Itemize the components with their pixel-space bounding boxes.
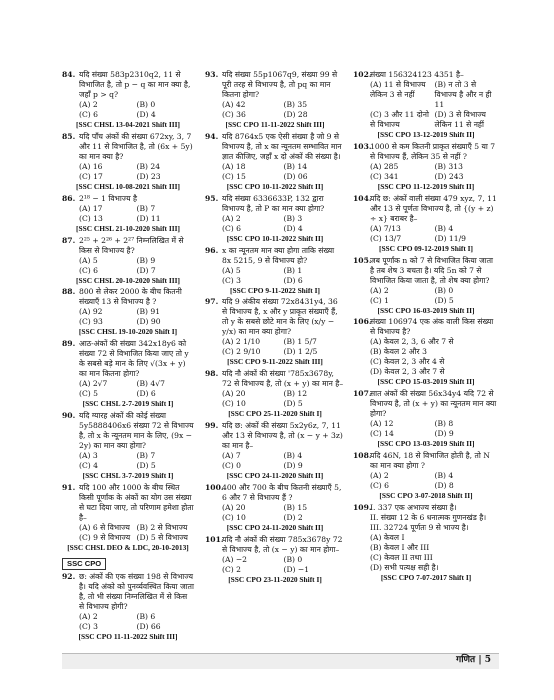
question-text: यदि छ: अंकों की संख्या 5x2y6z, 7, 11 और 13 से विभाज्य है, तो (x − y + 3z) का मान है– [222,421,343,451]
answer-option: (B) 14 [283,161,308,171]
exam-source: [SSC CPO 23-11-2020 Shift I] [228,574,322,584]
question-item [353,451,499,501]
answer-option: (B) न तो 3 से विभाज्य है और न ही 11 [434,80,492,110]
answer-option: (C) 36 [222,110,246,120]
answer-option: (D) सभी पत्यक्ष सही है। [370,563,439,572]
question-header [62,572,194,612]
answer-option: (B) 0 [136,100,156,110]
question-text: यदि संख्या 6336633P, 132 द्वारा विभाज्य है, तो P का मान क्या होगा? [222,193,325,213]
question-header [62,483,194,523]
question-text: x का न्यूनतम मान क्या होगा ताकि संख्या 8x 5215, 9 से विभाज्य हो? [222,245,335,265]
answer-option: (A) 42 [222,100,246,110]
question-number: 90. [62,411,76,421]
answer-option: (A) −2 [222,554,248,564]
question-header [62,287,194,307]
question-header [62,194,194,204]
answer-option: (C) 1 [370,295,389,305]
question-header [353,256,499,286]
question-text: यदि 9 अंकीय संख्या 72x8431y4, 36 से विभाज्य है, x और y प्राकृत संख्याएँ हैं, तो y के सबसे छोटे मान के लिए (x/y − y/x) का मान क्या होगा? [222,297,338,337]
question-number: 97. [205,297,219,307]
answer-option: (D) 66 [136,621,161,631]
answer-option: (A) 2 [79,100,98,110]
exam-source: [SSC CHSL 20-10-2020 Shift III] [76,275,180,285]
exam-source: [SSC CPO 10-11-2022 Shift II] [226,233,324,243]
answer-option: (D) 5 से विभाज्य [136,532,188,542]
answer-option: (C) 17 [79,171,103,181]
exam-source: [SSC CPO 3-07-2018 Shift II] [379,491,473,501]
question-item [62,132,194,192]
question-number: 86. [62,193,76,203]
exam-source: [SSC CPO 09-12-2019 Shift I] [378,243,474,253]
answer-options [205,503,345,523]
exam-source: [SSC CPO 11-11-2022 Shift III] [225,120,325,130]
answer-option: (B) 12 [283,389,308,399]
answer-option: (A) 6 से विभाज्य [79,522,130,532]
question-text: संख्या 156324123 4351 है– [370,70,464,79]
question-header [353,194,499,224]
answer-option: (B) 0 [434,285,454,295]
answer-option: (D) 90 [136,317,161,327]
question-number: 99. [205,421,219,431]
question-text: 400 और 700 के बीच कितनी संख्याएँ 5, 6 और 7 से विभाज्य हैं ? [222,482,342,502]
answer-option: (B) केवल I और III [370,542,430,552]
answer-options [62,612,194,632]
answer-option: (D) 8 [434,481,454,491]
answer-options [62,162,194,182]
question-text: आठ-अंकों की संख्या 342x18y6 को संख्या 72 से विभाजित किया जाए तो y के सबसे बड़े मान के लिए √(3x + y) का मान कितना होगा? [79,339,189,379]
answer-option: (A) 5 [79,255,98,265]
exam-source: [SSC CPO 9-11-2022 Shift I] [230,285,320,295]
answer-option: (D) 5 [434,295,454,305]
question-text: 800 से लेकर 2000 के बीच कितनी संख्याएँ 13 से विभाज्य है ? [79,287,182,307]
answer-option: (B) 1 5/7 [283,337,317,347]
answer-option: (A) 2√7 [79,379,108,389]
answer-option: (D) 06 [283,171,308,181]
question-header [205,70,345,100]
answer-option: (B) 91 [136,307,161,317]
exam-source: [SSC CPO 24-11-2020 Shift II] [226,471,324,481]
question-header [62,411,194,451]
answer-option: (B) 4√7 [136,379,165,389]
answer-option: (C) 3 [79,621,98,631]
question-item [353,70,499,140]
exam-source: [SSC CPO 25-11-2020 Shift I] [228,409,322,419]
answer-option: (B) 6 [136,611,156,621]
answer-option: (D) 4 [283,223,303,233]
question-text: यदि संख्या 55p1067q9, संख्या 99 से पूरी तरह से विभाज्य है, तो pq का मान कितना होगा? [222,70,338,100]
question-item [205,421,345,481]
question-item [205,70,345,130]
answer-option: (D) 4 [136,110,156,120]
question-item [62,339,194,409]
question-number: 103. [353,141,372,151]
answer-options [62,100,194,120]
question-text: यदि नौ अंकों की संख्या 785x3678y 72 से विभाज्य है, तो (x − y) का मान होगा– [222,534,343,554]
answer-option: (B) 4 [283,451,303,461]
question-header [62,339,194,379]
answer-option: (B) 35 [283,100,308,110]
question-number: 96. [205,245,219,255]
exam-source: [SSC CHSL 2-7-2019 Shift I] [82,399,174,409]
answer-option: (C) 6 [79,110,98,120]
answer-option: (C) 3 [222,275,241,285]
question-header [353,70,499,80]
answer-option: (D) 1 2/5 [283,347,318,357]
question-item [205,132,345,192]
answer-option: (C) 13/7 [370,233,402,243]
answer-option: (C) 6 [370,481,389,491]
question-number: 89. [62,339,76,349]
answer-option: (C) 14 [370,429,394,439]
answer-option: (C) 9 से विभाज्य [79,532,131,542]
question-item [62,287,194,337]
question-header [205,194,345,214]
question-number: 104. [353,193,372,203]
question-text: यदि 46N, 18 से विभाजित होती है, तो N का मान क्या होगा ? [370,451,490,471]
question-number: 105. [353,255,372,265]
answer-option: (B) 4 [434,223,454,233]
question-item [205,246,345,296]
answer-option: (D) 11 [136,213,161,223]
answer-option: (C) केवल II तथा III [370,552,433,562]
question-number: 95. [205,193,219,203]
answer-options [62,256,194,276]
answer-options [205,214,345,234]
question-header [205,132,345,162]
question-header [353,142,499,162]
question-header [353,451,499,471]
answer-options [62,204,194,224]
answer-option: (C) 15 [222,171,246,181]
answer-option: (A) 2 [370,285,389,295]
question-item [62,236,194,286]
question-number: 91. [62,482,76,492]
exam-source: [SSC CPO 24-11-2020 Shift II] [226,522,324,532]
question-item [353,142,499,192]
question-number: 84. [62,70,76,79]
answer-option: (C) 10 [222,512,246,522]
answer-options [353,224,499,244]
answer-option: (A) 2 [370,471,389,481]
answer-option: (A) 2 1/10 [222,337,261,347]
answer-options [62,307,194,327]
answer-option: (C) 5 [79,389,98,399]
question-item [353,194,499,254]
answer-option: (B) 3 [283,213,303,223]
answer-option: (D) 6 [136,389,156,399]
answer-options [205,389,345,409]
answer-option: (B) 4 [434,471,454,481]
question-text: यदि नौ अंकों की संख्या '785x3678y, 72 से विभाज्य है, तो (x + y) का मान है– [222,369,344,389]
answer-options [353,80,499,130]
answer-option: (B) 7 [136,451,156,461]
answer-option: (C) 93 [79,317,103,327]
question-header [205,297,345,337]
answer-options [353,419,499,439]
answer-options [62,451,194,471]
exam-source: [SSC CPO 11-11-2022 Shift III] [78,631,178,641]
question-item [353,389,499,449]
question-header [353,317,499,337]
column-2 [205,70,345,587]
answer-option: (B) 7 [136,203,156,213]
answer-options [62,379,194,399]
answer-option: (B) 24 [136,161,161,171]
question-header [205,421,345,451]
question-number: 92. [62,571,76,581]
column-1 [62,70,194,644]
section-heading: SSC CPO [62,558,106,570]
exam-source: [SSC CHSL 3-7-2019 Shift I] [82,471,174,481]
answer-option: (D) 243 [434,171,464,181]
answer-option: (B) 0 [283,554,303,564]
question-text: 2¹⁸ − 1 विभाज्य है [79,193,138,203]
question-item [62,483,194,553]
question-header [62,236,194,256]
answer-options [353,162,499,182]
question-number: 87. [62,235,76,245]
answer-option: (C) 3 और 11 दोनो से विभाज्य [370,110,429,130]
answer-options [205,162,345,182]
answer-option: (C) 341 [370,171,399,181]
question-text: यदि पाँच अंकों की संख्या 672xy, 3, 7 और 11 से विभाजित है, तो (6x + 5y) का मान क्या है? [79,131,193,161]
answer-option: (D) 11/9 [434,233,466,243]
question-text: संख्या 106974 एक अंक वाली किस संख्या से विभाज्य है? [370,317,494,337]
answer-option: (A) 17 [79,203,103,213]
question-item [205,297,345,367]
question-header [205,246,345,266]
answer-option: (A) 3 [79,451,98,461]
question-item [62,70,194,130]
answer-option: (B) 8 [434,419,454,429]
question-text: I. 337 एक अभाज्य संख्या है। [370,502,457,512]
answer-option: (D) 7 [136,265,156,275]
answer-option: (B) 9 [136,255,156,265]
answer-option: (D) केवल 2, 3 और 7 से [370,367,445,377]
question-text: यदि 8764x5 एक ऐसी संख्या है जो 9 से विभाज्य है, तो x का न्यूनतम सम्भावित मान ज्ञात कीजिए, जहाँ x दो अंकों की संख्या है। [222,131,342,161]
answer-option: (A) 11 से विभाज्य लेकिन 3 से नहीं [370,80,426,100]
question-item [205,369,345,419]
exam-source: [SSC CPO 11-12-2019 Shift II] [377,181,475,191]
answer-option: (D) 3 से विभाज्य लेकिन 11 से नहीं [434,110,486,130]
answer-option: (D) 28 [283,110,308,120]
page-footer [62,653,499,669]
question-item [353,317,499,387]
answer-option: (A) 5 [222,265,241,275]
answer-options [205,451,345,471]
question-statement: III. 32724 पूर्णतः 9 से भाज्य है। [370,522,469,532]
question-number: 101. [205,534,224,544]
answer-option: (B) 2 से विभाज्य [136,522,188,532]
answer-option: (A) 92 [79,307,103,317]
question-item [62,411,194,481]
answer-option: (D) 9 [434,429,454,439]
question-text: जब पूर्णांक n को 7 से विभाजित किया जाता है तब शेष 3 बचता है। यदि 5n को 7 से विभाजित किया जाता है, तो शेष क्या होगा? [370,255,494,285]
answer-options [205,337,345,357]
exam-source: [SSC CPO 10-11-2022 Shift II] [226,181,324,191]
answer-option: (C) 6 [79,265,98,275]
answer-option: (A) 18 [222,161,246,171]
answer-option: (C) 0 [222,461,241,471]
answer-option: (A) 2 [222,213,241,223]
question-item [205,194,345,244]
answer-option: (B) 15 [283,502,308,512]
question-item [205,535,345,585]
question-text: 2²⁵ + 2²⁶ + 2²⁷ निम्नलिखित में से किस से विभाज्य है? [79,235,184,255]
exam-source: [SSC CPO 13-03-2019 Shift II] [377,439,475,449]
answer-option: (C) केवल 2, 3 और 4 से [370,357,445,367]
answer-option: (A) 20 [222,502,246,512]
answer-option: (C) 10 [222,399,246,409]
answer-options [205,100,345,120]
answer-option: (D) 5 [283,399,303,409]
question-number: 106. [353,317,372,327]
exam-source: [SSC CHSL 19-10-2020 Shift I] [78,327,178,337]
question-number: 102. [353,70,372,79]
answer-options [353,286,499,306]
question-number: 93. [205,70,219,79]
answer-option: (D) 9 [283,461,303,471]
answer-option: (A) 285 [370,161,399,171]
exam-source: [SSC CHSL 21-10-2020 Shift III] [76,223,180,233]
answer-option: (A) 7/13 [370,223,401,233]
answer-option: (C) 2 9/10 [222,347,261,357]
answer-options [353,337,499,377]
question-text: छ: अंकों की एक संख्या 198 से विभाज्य है। यदि अंको को पुनर्व्यवस्थित किया जाता है, तो भी संख्या निम्नलिखित में से किस से विभाज्य होगी? [79,571,194,611]
answer-option: (D) 5 [136,461,156,471]
answer-options [353,471,499,491]
answer-option: (A) केवल I [370,532,405,542]
question-header [205,483,345,503]
answer-options [205,555,345,575]
question-statement: II. संख्या 12 के 6 धनात्मक गुणनखंड है। [370,512,487,522]
answer-option: (D) −1 [283,564,310,574]
question-item [62,572,194,642]
answer-option: (B) 313 [434,161,463,171]
question-number: 100. [205,482,224,492]
answer-option: (B) 1 [283,265,303,275]
question-number: 107. [353,389,372,399]
exam-source: [SSC CPO 16-03-2019 Shift II] [377,305,475,315]
answer-option: (B) केवल 2 और 3 [370,347,427,357]
question-header [62,70,194,100]
question-text: यदि संख्या 583p2310q2, 11 से विभाजित है, तो p − q का मान क्या है, जहाँ p > q? [79,70,191,100]
answer-option: (D) 6 [283,275,303,285]
exam-source: [SSC CHSL DEO & LDC, 20-10-2013] [67,542,189,552]
answer-option: (A) 12 [370,419,394,429]
question-text: यदि 100 और 1000 के बीच स्थित किसी पूर्णांक के अंकों का योग उस संख्या से घटा दिया जाए, तो परिणाम हमेशा होता है– [79,482,194,522]
exam-source: [SSC CPO 13-12-2019 Shift II] [377,130,475,140]
question-text: यदि छ: अंकों वाली संख्या 479 xyz, 7, 11 और 13 से पूर्णतः विभाज्य है, तो {(y + z) ÷ x} बराबर है– [370,193,497,223]
column-3 [353,70,499,585]
question-number: 88. [62,287,76,297]
question-header [205,369,345,389]
question-header [205,535,345,555]
answer-options [353,533,499,573]
answer-option: (C) 13 [79,213,103,223]
exam-source: [SSC CPO 15-03-2019 Shift II] [377,377,475,387]
question-number: 94. [205,131,219,141]
answer-options [62,523,194,543]
question-number: 108. [353,451,372,461]
answer-option: (A) 2 [79,611,98,621]
exam-source: [SSC CHSL 13-04-2021 Shift III] [76,120,180,130]
question-header [62,132,194,162]
question-number: 85. [62,131,76,141]
answer-option: (A) 16 [79,161,103,171]
answer-option: (D) 23 [136,171,161,181]
answer-option: (A) 7 [222,451,241,461]
exam-source: [SSC CHSL 10-08-2021 Shift III] [76,181,180,191]
question-text: सात अंकों की संख्या 56x34y4 यदि 72 से विभाज्य है, तो (x + y) का न्यूनतम मान क्या होगा? [370,389,497,419]
answer-option: (A) केवल 2, 3, 6 और 7 से [370,337,454,347]
exam-source: [SSC CPO 9-11-2022 Shift III] [227,357,323,367]
question-header [353,389,499,419]
answer-options [205,266,345,286]
answer-option: (C) 2 [222,564,241,574]
exam-source: [SSC CPO 7-07-2017 Shift I] [380,573,472,583]
answer-option: (C) 4 [79,461,98,471]
question-number: 98. [205,369,219,379]
question-header [353,503,499,513]
question-number: 109. [353,502,372,512]
question-text: यदि ग्यारह अंकों की कोई संख्या 5y5888406x6 संख्या 72 से विभाज्य है, तो x के न्यूनतम मान के लिए, (9x − 2y) का मान क्या होगा? [79,411,194,451]
answer-option: (A) 20 [222,389,246,399]
page-number: गणित | 5 [456,655,491,665]
question-item [62,194,194,234]
question-item [353,503,499,583]
question-text: 1000 से कम कितनी प्राकृत संख्याएँ 5 या 7 से विभाज्य हैं, लेकिन 35 से नहीं ? [370,141,496,161]
question-item [353,256,499,316]
answer-option: (D) 2 [283,512,303,522]
question-item [205,483,345,533]
answer-option: (C) 6 [222,223,241,233]
